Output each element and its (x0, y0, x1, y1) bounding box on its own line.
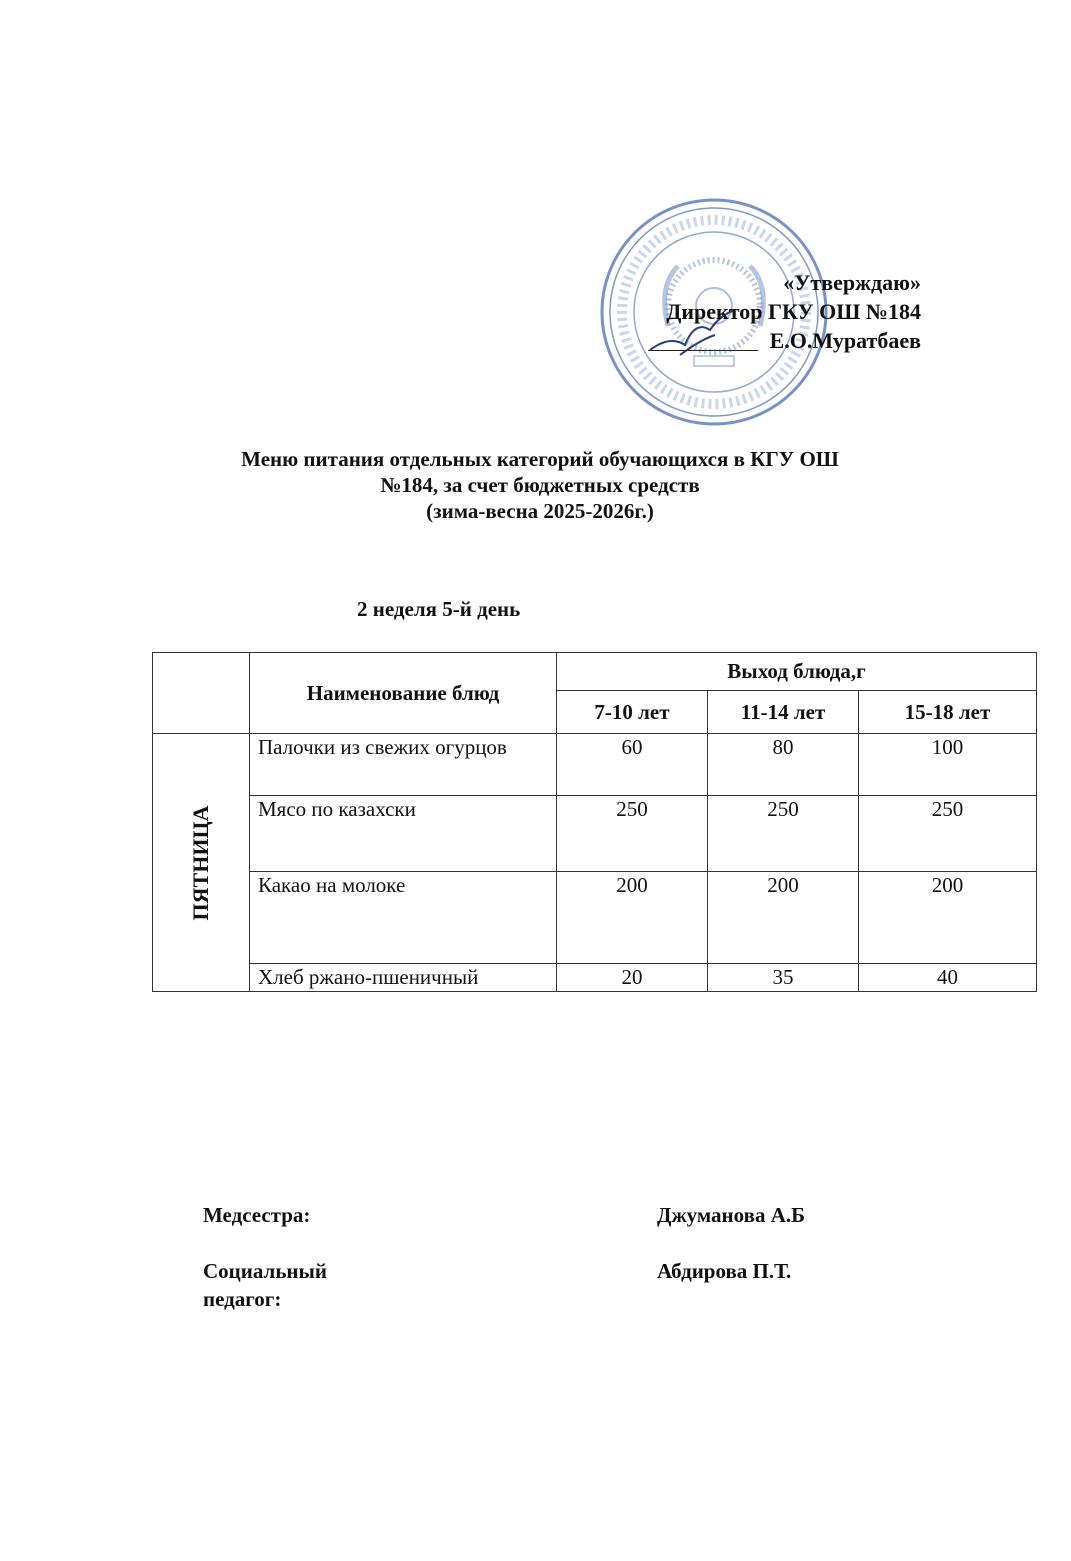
day-label: ПЯТНИЦА (188, 805, 213, 920)
yield-value: 35 (708, 964, 859, 992)
age-group-header: 11-14 лет (708, 691, 859, 734)
nurse-role: Медсестра: (203, 1203, 311, 1227)
title-line-1: Меню питания отдельных категорий обучающихся в КГУ ОШ (241, 447, 839, 471)
yield-value: 20 (557, 964, 708, 992)
day-header-empty (153, 653, 250, 734)
yield-value: 250 (708, 796, 859, 872)
social-pedagogue-role: Социальный педагог: (203, 1259, 328, 1311)
approval-block (666, 268, 921, 355)
social-pedagogue-name: Абдирова П.Т. (657, 1259, 792, 1283)
age-group-header: 15-18 лет (859, 691, 1037, 734)
yield-value: 60 (557, 734, 708, 796)
title-line-3: (зима-весна 2025-2026г.) (426, 499, 654, 523)
dish-name-header: Наименование блюд (250, 653, 557, 734)
dish-name: Палочки из свежих огурцов (250, 734, 557, 796)
table-row (153, 872, 1037, 964)
yield-value: 250 (557, 796, 708, 872)
table-row (153, 964, 1037, 992)
yield-value: 200 (557, 872, 708, 964)
yield-value: 40 (859, 964, 1037, 992)
yield-value: 100 (859, 734, 1037, 796)
document-title (140, 446, 940, 524)
day-cell (153, 734, 250, 992)
approval-name: Е.О.Муратбаев (769, 328, 921, 353)
age-group-header: 7-10 лет (557, 691, 708, 734)
dish-name: Какао на молоке (250, 872, 557, 964)
yield-header: Выход блюда,г (557, 653, 1037, 691)
yield-value: 80 (708, 734, 859, 796)
table-row (153, 796, 1037, 872)
dish-name: Мясо по казахски (250, 796, 557, 872)
approval-position: Директор ГКУ ОШ №184 (666, 299, 921, 324)
nurse-name: Джуманова А.Б (657, 1203, 806, 1227)
table-row (153, 734, 1037, 796)
yield-value: 200 (859, 872, 1037, 964)
week-day-label: 2 неделя 5-й день (357, 597, 521, 621)
approval-heading: «Утверждаю» (783, 270, 921, 295)
title-line-2: №184, за счет бюджетных средств (380, 473, 700, 497)
yield-value: 250 (859, 796, 1037, 872)
menu-table (152, 652, 1037, 992)
yield-value: 200 (708, 872, 859, 964)
dish-name: Хлеб ржано-пшеничный (250, 964, 557, 992)
